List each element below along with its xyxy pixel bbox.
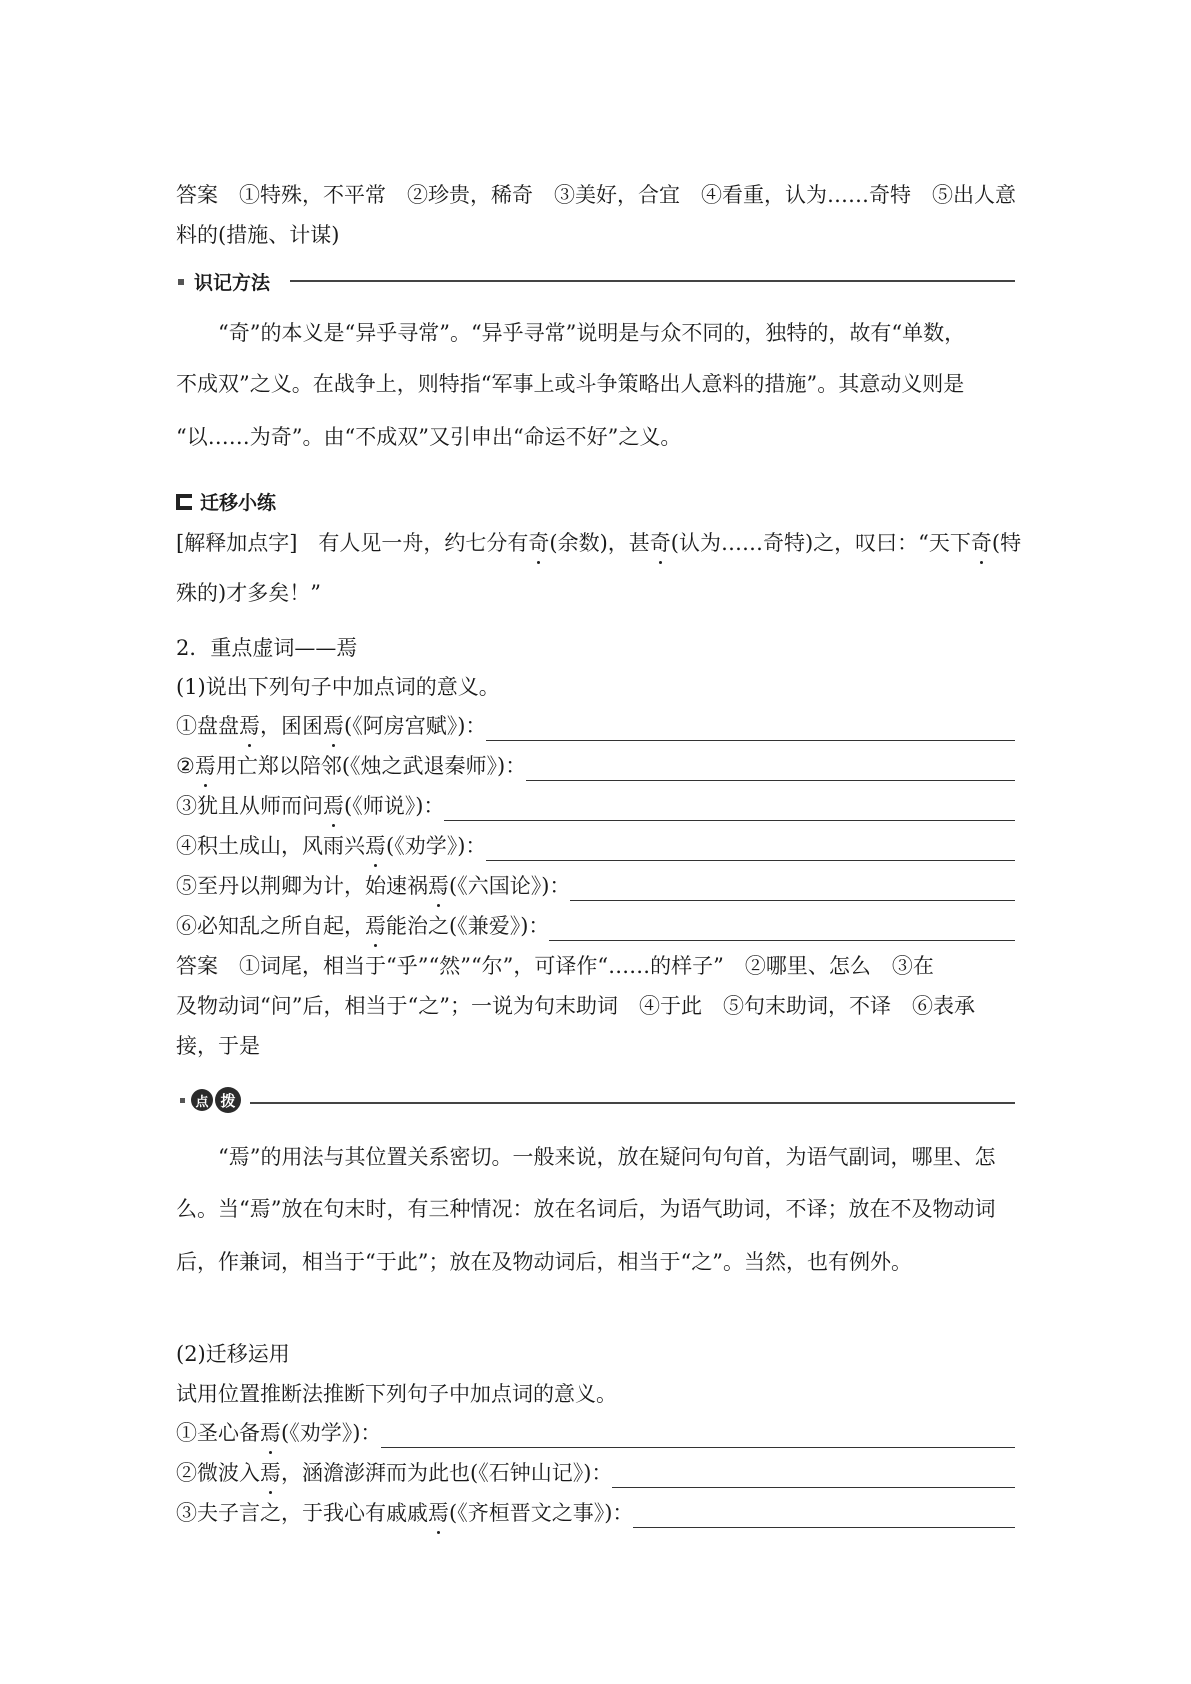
dotted-char: 奇 xyxy=(528,528,549,558)
practice-text: (特 xyxy=(991,531,1022,555)
q-text: ②微波入 xyxy=(176,1461,260,1485)
answer-2-line-1: 答案 ①词尾，相当于“乎”“然”“尔”，可译作“……的样子” ②哪里、怎么 ③在 xyxy=(176,954,934,978)
section-2-sub1: (1)说出下列句子中加点词的意义。 xyxy=(176,675,500,699)
answer-2-line-2: 及物动词“问”后，相当于“之”；一说为句末助词 ④于此 ⑤句末助词，不译 ⑥表承 xyxy=(176,994,975,1018)
q-text: (《劝学》)： xyxy=(386,834,487,858)
practice-text: (认为……奇特)之，叹曰：“天下 xyxy=(670,531,971,555)
bullet-square-icon xyxy=(178,279,184,285)
question-6 xyxy=(176,911,1015,941)
dotted-char: 焉 xyxy=(323,791,344,821)
method-heading-label: 识记方法 xyxy=(194,272,271,294)
q-text: ② xyxy=(176,754,195,778)
answer-blank[interactable] xyxy=(381,1425,1015,1448)
practice-heading xyxy=(176,488,276,515)
practice-icon xyxy=(176,494,192,510)
q-text: (《阿房宫赋》)： xyxy=(344,714,487,738)
dotted-char: 焉 xyxy=(239,711,260,741)
q-text: (《齐桓晋文之事》)： xyxy=(449,1501,634,1525)
q-text: ④积土成山，风雨兴 xyxy=(176,834,365,858)
answer-2-line-3: 接，于是 xyxy=(176,1034,260,1058)
practice-text: (余数)，甚 xyxy=(549,531,650,555)
dotted-char: 焉 xyxy=(195,751,216,781)
dotted-char: 焉 xyxy=(428,871,449,901)
tip-badge-icon: 点 xyxy=(191,1089,213,1111)
question-3 xyxy=(176,791,1015,821)
q-text: ⑤至丹以荆卿为计，始速祸 xyxy=(176,874,428,898)
answer-blank[interactable] xyxy=(612,1465,1015,1488)
tip-heading xyxy=(180,1087,241,1113)
answer-blank[interactable] xyxy=(570,878,1015,901)
answer-line-2: 料的(措施、计谋) xyxy=(176,223,340,247)
question-1 xyxy=(176,711,1015,741)
q-text: 能治之(《兼爱》)： xyxy=(386,914,550,938)
q-text: (《师说》)： xyxy=(344,794,445,818)
tip-line-2: 么。当“焉”放在句末时，有三种情况：放在名词后，为语气助词，不译；放在不及物动词 xyxy=(176,1197,996,1221)
answer-blank[interactable] xyxy=(549,918,1015,941)
question-5 xyxy=(176,871,1015,901)
q-text: (《六国论》)： xyxy=(449,874,571,898)
section-2b-instr: 试用位置推断法推断下列句子中加点词的意义。 xyxy=(176,1382,617,1406)
section-2-title: 2．重点虚词——焉 xyxy=(176,636,358,660)
dotted-char: 焉 xyxy=(365,831,386,861)
q-text: ⑥必知乱之所自起， xyxy=(176,914,365,938)
q-text: ③夫子言之，于我心有戚戚 xyxy=(176,1501,428,1525)
dotted-char: 焉 xyxy=(365,911,386,941)
dotted-char: 奇 xyxy=(971,528,992,558)
q-text: ，囷囷 xyxy=(260,714,323,738)
dotted-char: 奇 xyxy=(650,528,671,558)
q-text: 用亡郑以陪邻(《烛之武退秦师》)： xyxy=(215,754,527,778)
q-text: ③犹且从师而问 xyxy=(176,794,323,818)
q-text: (《劝学》)： xyxy=(281,1421,382,1445)
transfer-question-2 xyxy=(176,1458,1015,1488)
bullet-square-icon xyxy=(180,1098,185,1103)
tip-badge-icon: 拨 xyxy=(215,1087,241,1113)
q-text: ①圣心备 xyxy=(176,1421,260,1445)
practice-heading-label: 迁移小练 xyxy=(200,492,277,514)
transfer-question-3 xyxy=(176,1498,1015,1528)
practice-line-1 xyxy=(176,528,1021,558)
dotted-char: 焉 xyxy=(260,1458,281,1488)
answer-blank[interactable] xyxy=(526,758,1015,781)
question-4 xyxy=(176,831,1015,861)
method-line-1: “奇”的本义是“异乎寻常”。“异乎寻常”说明是与众不同的，独特的，故有“单数， xyxy=(218,321,966,345)
dotted-char: 焉 xyxy=(260,1418,281,1448)
tip-line-3: 后，作兼词，相当于“于此”；放在及物动词后，相当于“之”。当然，也有例外。 xyxy=(176,1250,912,1274)
practice-text: [解释加点字] 有人见一舟，约七分有 xyxy=(176,531,529,555)
method-line-2: 不成双”之义。在战争上，则特指“军事上或斗争策略出人意料的措施”。其意动义则是 xyxy=(176,372,965,396)
method-line-3: “以……为奇”。由“不成双”又引申出“命运不好”之义。 xyxy=(176,425,682,449)
tip-line-1: “焉”的用法与其位置关系密切。一般来说，放在疑问句句首，为语气副词，哪里、怎 xyxy=(218,1145,996,1169)
answer-line-1: 答案 ①特殊，不平常 ②珍贵，稀奇 ③美好，合宜 ④看重，认为……奇特 ⑤出人意 xyxy=(176,183,1016,207)
method-heading xyxy=(178,268,270,295)
q-text: ，涵澹澎湃而为此也(《石钟山记》)： xyxy=(281,1461,613,1485)
transfer-question-1 xyxy=(176,1418,1015,1448)
divider xyxy=(250,1102,1015,1104)
q-text: ①盘盘 xyxy=(176,714,239,738)
practice-line-2: 殊的)才多矣！” xyxy=(176,581,321,605)
answer-blank[interactable] xyxy=(444,798,1015,821)
answer-blank[interactable] xyxy=(486,718,1015,741)
dotted-char: 焉 xyxy=(428,1498,449,1528)
question-2 xyxy=(176,751,1015,781)
dotted-char: 焉 xyxy=(323,711,344,741)
divider xyxy=(290,280,1015,282)
answer-blank[interactable] xyxy=(633,1505,1015,1528)
section-2b-sub2: (2)迁移运用 xyxy=(176,1342,290,1366)
answer-blank[interactable] xyxy=(486,838,1015,861)
